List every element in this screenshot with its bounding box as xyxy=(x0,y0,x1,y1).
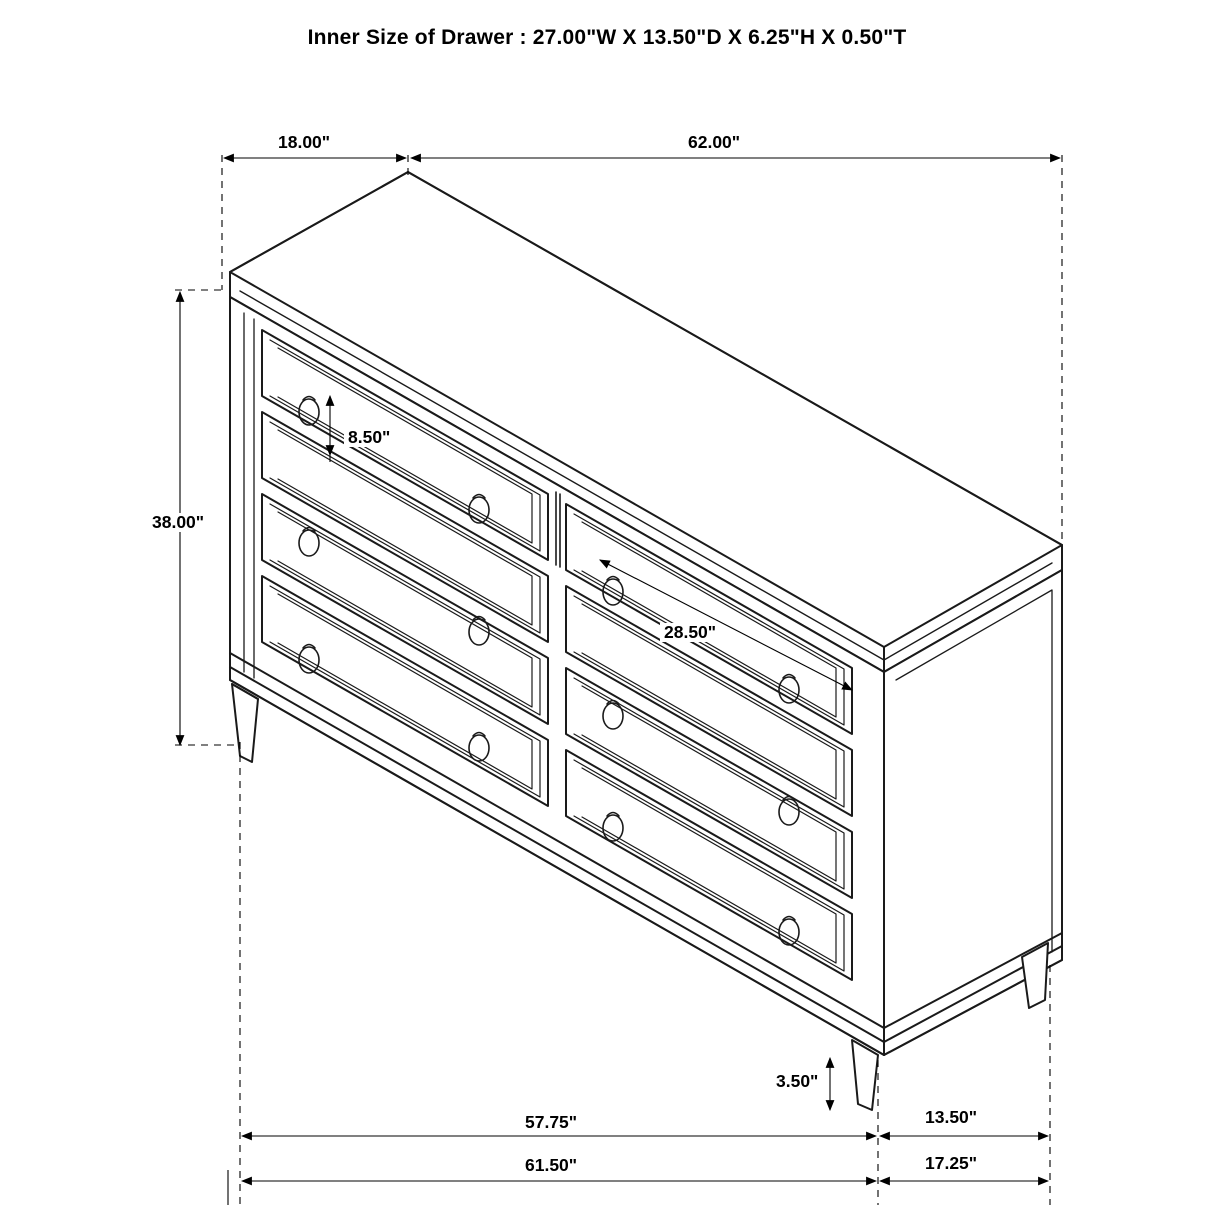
dimension-drawer-height: 8.50" xyxy=(344,428,394,447)
dimension-base-width: 61.50" xyxy=(521,1156,581,1175)
dimension-leg-height: 3.50" xyxy=(772,1072,822,1091)
dimension-front-width-lower: 57.75" xyxy=(521,1113,581,1132)
dimension-side-depth-upper: 13.50" xyxy=(921,1108,981,1127)
dimension-side-depth-lower: 17.25" xyxy=(921,1154,981,1173)
dimension-height-left: 38.00" xyxy=(148,513,208,532)
dimension-drawer-width: 28.50" xyxy=(660,623,720,642)
page-title: Inner Size of Drawer : 27.00"W X 13.50"D X 6.25"H X 0.50"T xyxy=(307,26,907,49)
dimension-depth-top-left: 18.00" xyxy=(274,133,334,152)
dimension-width-top: 62.00" xyxy=(684,133,744,152)
